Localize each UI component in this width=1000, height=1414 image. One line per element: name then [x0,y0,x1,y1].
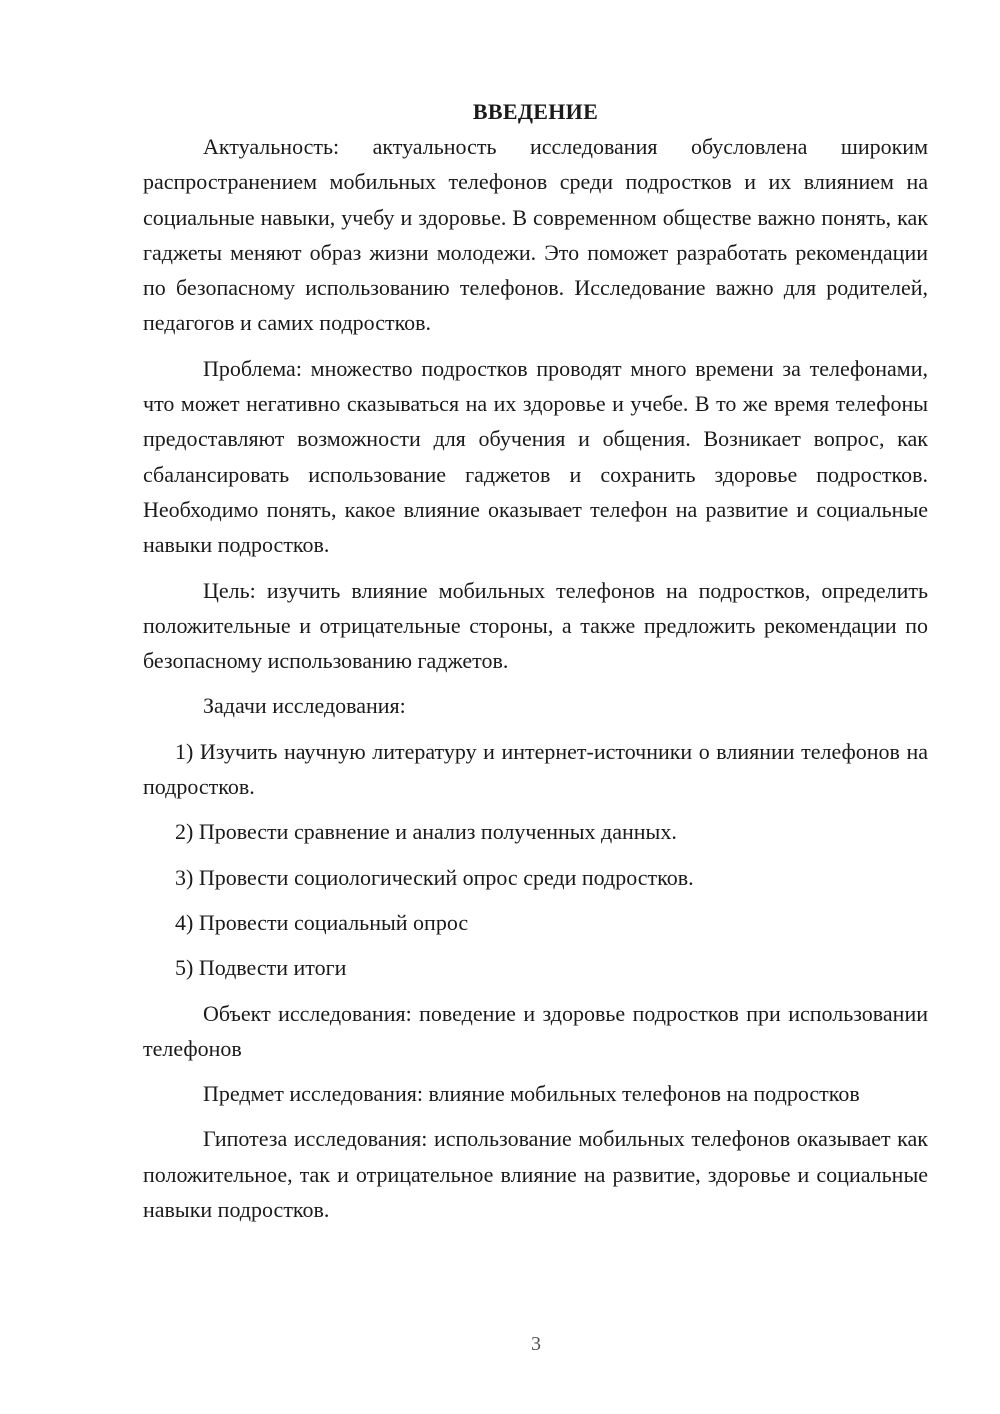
task-item-4: 4) Провести социальный опрос [175,909,469,935]
page-number: 3 [531,1333,541,1355]
goal-paragraph: Цель: изучить влияние мобильных телефонов на подростков, определить положительные и отрицательные стороны, а также предложить рекомендации по безопасному использованию гаджетов. [143,577,928,674]
object-paragraph: Объект исследования: поведение и здоровье подростков при использовании телефонов [143,1000,928,1061]
hypothesis-paragraph: Гипотеза исследования: использование мобильных телефонов оказывает как положительное, так и отрицательное влияние на развитие, здоровье и социальные навыки подростков. [143,1126,928,1223]
problem-paragraph: Проблема: множество подростков проводят много времени за телефонами, что может негативно сказываться на их здоровье и учебе. В то же время телефоны предоставляют возможности для обучения и общения. Возникает вопрос, как сбалансировать использование гаджетов и сохранить здоровье подростков. Необходимо понять, какое влияние оказывает телефон на развитие и социальные навыки подростков. [143,355,928,558]
relevance-paragraph: Актуальность: актуальность исследования обусловлена широким распространением мобильных телефонов среди подростков и их влиянием на социальные навыки, учебу и здоровье. В современном обществе важно понять, как гаджеты меняют образ жизни молодежи. Это поможет разработать рекомендации по безопасному использованию телефонов. Исследование важно для родителей, педагогов и самих подростков. [143,134,928,336]
page-title: ВВЕДЕНИЕ [472,99,599,124]
task-item-3: 3) Провести социологический опрос среди подростков. [175,864,694,890]
task-item-1: 1) Изучить научную литературу и интернет-источники о влиянии телефонов на подростков. [143,738,928,800]
tasks-heading: Задачи исследования: [203,693,406,719]
document-page [143,94,928,1237]
task-item-5: 5) Подвести итоги [175,955,347,981]
subject-paragraph: Предмет исследования: влияние мобильных телефонов на подростков [203,1081,860,1107]
task-item-2: 2) Провести сравнение и анализ полученных данных. [175,819,677,845]
